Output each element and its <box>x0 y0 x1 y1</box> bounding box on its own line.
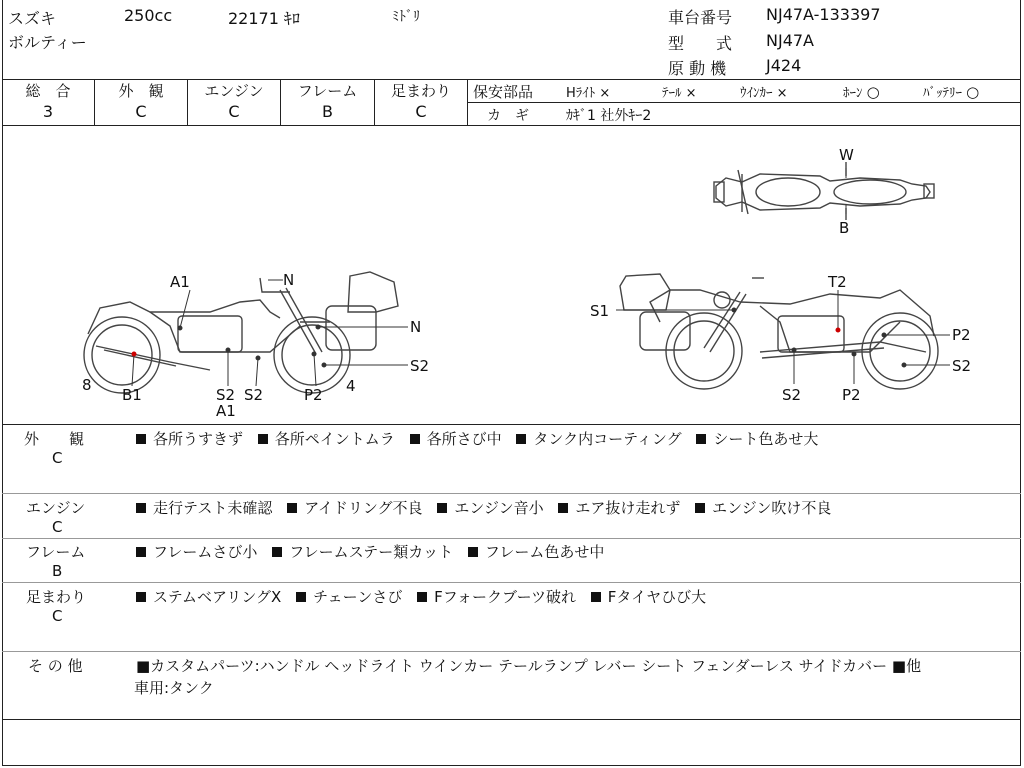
bullet-square-icon <box>696 434 706 444</box>
bullet-square-icon <box>516 434 526 444</box>
bullet-square-icon <box>136 503 146 513</box>
key-value: ｶｷﾞ1 社外ｷｰ2 <box>566 108 652 124</box>
remark-label-suspension: 足まわり <box>26 588 87 606</box>
safety-item-tail: ﾃｰﾙ × <box>662 86 697 101</box>
remark-other-line1: ■カスタムパーツ:ハンドル ヘッドライト ウインカー テールランプ レバー シート フェンダーレス サイドカバー ■他 <box>136 657 922 675</box>
safety-item-winker: ｳｲﾝｶｰ × <box>740 86 788 101</box>
bullet-square-icon <box>437 503 447 513</box>
remark-label-other: そ の 他 <box>28 657 83 675</box>
remark-label-exterior: 外 観 <box>24 430 85 448</box>
safety-item-horn: ﾎｰﾝ ○ <box>843 83 880 101</box>
engine-value: J424 <box>766 56 802 75</box>
winker-mark: × <box>776 86 788 101</box>
remark-label-engine: エンジン <box>26 499 86 517</box>
key-label: カ ギ <box>487 108 529 124</box>
label-left-a1-top: A1 <box>170 273 190 291</box>
bullet-square-icon <box>417 592 427 602</box>
remark-other-line2: 車用:タンク <box>134 679 214 697</box>
label-right-p2-right: P2 <box>952 326 971 344</box>
remarks-divider <box>2 538 1021 539</box>
battery-mark: ○ <box>966 83 980 101</box>
remark-label-frame: フレーム <box>26 543 86 561</box>
label-right-t2: T2 <box>828 273 847 291</box>
remark-items-frame: フレームさび小 フレームステー類カット フレーム色あせ中 <box>136 541 614 562</box>
bullet-square-icon <box>136 434 146 444</box>
safety-item-battery: ﾊﾞｯﾃﾘｰ ○ <box>923 83 980 101</box>
label-left-s2b: S2 <box>244 386 264 404</box>
safety-label: 保安部品 <box>473 83 534 101</box>
grade-header-frame: フレーム <box>297 82 358 100</box>
grade-value-engine: C <box>228 102 240 121</box>
remark-grade-frame: B <box>52 562 63 580</box>
label-left-n-right: N <box>410 318 422 336</box>
bullet-square-icon <box>272 547 282 557</box>
remark-items-exterior: 各所うすきず 各所ペイントムラ 各所さび中 タンク内コーティング シート色あせ大 <box>136 428 828 449</box>
remark-items-suspension: ステムベアリングX チェーンさび Fフォークブーツ破れ Fタイヤひび大 <box>136 586 716 607</box>
remark-grade-engine: C <box>52 518 63 536</box>
safety-mid-line <box>467 102 1021 103</box>
label-left-n-top: N <box>283 271 295 289</box>
displacement: 250cc <box>124 6 173 25</box>
bullet-square-icon <box>136 592 146 602</box>
label-right-s2-right: S2 <box>952 357 972 375</box>
horn-mark: ○ <box>866 83 880 101</box>
label-top-b: B <box>839 219 850 237</box>
remarks-top-line <box>2 424 1021 425</box>
color: ﾐﾄﾞﾘ <box>392 9 420 25</box>
remarks-bottom-line <box>2 719 1021 720</box>
bike-diagram <box>0 126 1024 424</box>
label-left-a1-bottom: A1 <box>216 402 236 420</box>
safety-item-headlight: Hﾗｲﾄ × <box>566 86 611 101</box>
headlight-mark: × <box>599 86 611 101</box>
remark-items-engine: 走行テスト未確認 アイドリング不良 エンジン音小 エア抜け走れず エンジン吹け不良 <box>136 497 841 518</box>
remarks-divider <box>2 582 1021 583</box>
left-side-bike <box>84 272 398 393</box>
remark-grade-exterior: C <box>52 449 63 467</box>
bullet-square-icon <box>468 547 478 557</box>
label-top-w: W <box>839 146 854 164</box>
model-name: ボルティー <box>8 33 87 52</box>
top-view-bike <box>714 162 934 220</box>
grade-header-overall: 総 合 <box>25 82 71 100</box>
label-left-s2a: S2 <box>216 386 236 404</box>
grade-header-engine: エンジン <box>204 82 264 100</box>
bullet-square-icon <box>136 547 146 557</box>
grade-value-overall: 3 <box>42 102 54 121</box>
tail-mark: × <box>685 86 697 101</box>
bullet-square-icon <box>296 592 306 602</box>
bullet-square-icon <box>287 503 297 513</box>
label-left-b1: B1 <box>122 386 142 404</box>
mileage: 22171 ｷﾛ <box>228 9 300 28</box>
grid-divider <box>467 79 468 125</box>
frame-no-label: 車台番号 <box>668 8 733 27</box>
bullet-square-icon <box>258 434 268 444</box>
label-right-p2-bottom: P2 <box>842 386 861 404</box>
frame-no: NJ47A-133397 <box>766 5 881 24</box>
remarks-divider <box>2 493 1021 494</box>
label-left-8: 8 <box>82 376 92 394</box>
bullet-square-icon <box>410 434 420 444</box>
engine-label: 原 動 機 <box>668 59 727 78</box>
grade-value-suspension: C <box>415 102 427 121</box>
grade-value-frame: B <box>322 102 333 121</box>
bullet-square-icon <box>591 592 601 602</box>
grade-value-exterior: C <box>135 102 147 121</box>
type-value: NJ47A <box>766 31 814 50</box>
maker: スズキ <box>8 9 57 28</box>
label-left-4: 4 <box>346 377 356 395</box>
label-left-p2: P2 <box>304 386 323 404</box>
bullet-square-icon <box>558 503 568 513</box>
label-left-s2-right: S2 <box>410 357 430 375</box>
type-label: 型 式 <box>668 34 733 53</box>
grade-header-suspension: 足まわり <box>390 82 451 100</box>
remark-grade-suspension: C <box>52 607 63 625</box>
bullet-square-icon <box>695 503 705 513</box>
label-right-s1: S1 <box>590 302 610 320</box>
grade-header-exterior: 外 観 <box>118 82 164 100</box>
remarks-divider <box>2 651 1021 652</box>
label-right-s2-bottom: S2 <box>782 386 802 404</box>
right-side-bike <box>620 274 938 389</box>
